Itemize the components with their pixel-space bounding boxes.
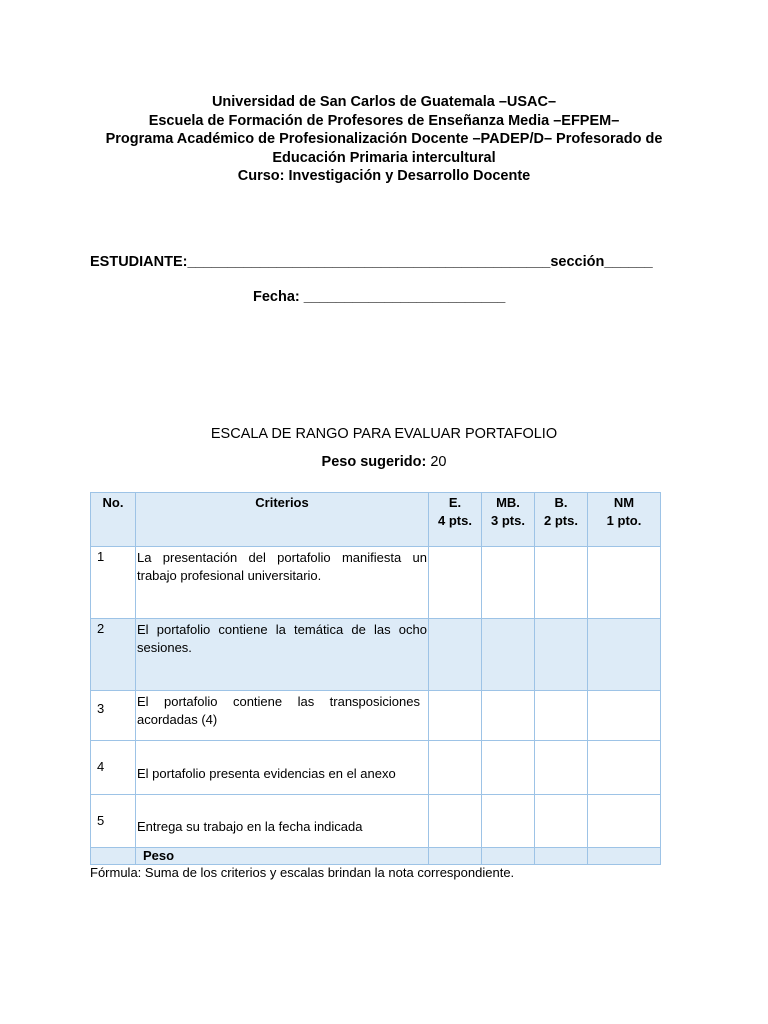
- col-criterios-header: Criterios: [136, 493, 429, 547]
- table-header-row: [91, 493, 661, 547]
- row-criterion: El portafolio contiene las transposiciones acordadas (4): [136, 691, 429, 741]
- table-row: [91, 619, 661, 691]
- page-title: ESCALA DE RANGO PARA EVALUAR PORTAFOLIO: [210, 426, 558, 442]
- score-cell: [429, 547, 482, 619]
- row-criterion: El portafolio presenta evidencias en el anexo: [136, 741, 429, 795]
- score-cell: [429, 741, 482, 795]
- suggested-weight: [0, 454, 768, 470]
- col-mb-header: MB. 3 pts.: [482, 493, 535, 547]
- score-cell: [535, 547, 588, 619]
- score-cell: [535, 795, 588, 848]
- suggested-weight-value: 20: [430, 454, 447, 470]
- university-line: Universidad de San Carlos de Guatemala –USAC–: [211, 94, 557, 110]
- score-cell: [429, 691, 482, 741]
- row-criterion: La presentación del portafolio manifiesta un trabajo profesional universitario.: [136, 547, 429, 619]
- weight-row-blank: [91, 848, 136, 865]
- score-cell: [482, 619, 535, 691]
- row-criterion: El portafolio contiene la temática de las ocho sesiones.: [136, 619, 429, 691]
- student-field: ESTUDIANTE:_____________________________________________sección______: [90, 254, 653, 270]
- score-cell: [535, 691, 588, 741]
- document-header: [70, 93, 698, 186]
- formula-note: Fórmula: Suma de los criterios y escalas brindan la nota correspondiente.: [90, 865, 515, 880]
- score-cell: [482, 795, 535, 848]
- weight-row: [91, 848, 661, 865]
- suggested-weight-label: Peso sugerido:: [321, 454, 427, 470]
- score-cell: [429, 795, 482, 848]
- score-cell: [535, 741, 588, 795]
- score-cell: [535, 848, 588, 865]
- score-cell: [588, 547, 661, 619]
- col-e-header: E. 4 pts.: [429, 493, 482, 547]
- table-row: [91, 795, 661, 848]
- table-row: [91, 741, 661, 795]
- table-row: [91, 691, 661, 741]
- score-cell: [429, 619, 482, 691]
- row-number: 4: [91, 741, 136, 795]
- weight-label: Peso: [136, 848, 429, 865]
- score-cell: [535, 619, 588, 691]
- school-line: Escuela de Formación de Profesores de Enseñanza Media –EFPEM–: [148, 112, 620, 129]
- table-row: [91, 547, 661, 619]
- score-cell: [482, 547, 535, 619]
- score-cell: [588, 619, 661, 691]
- row-criterion: Entrega su trabajo en la fecha indicada: [136, 795, 429, 848]
- score-cell: [588, 691, 661, 741]
- score-cell: [588, 848, 661, 865]
- col-no-header: No.: [91, 493, 136, 547]
- row-number: 2: [91, 619, 136, 691]
- rubric-table: [90, 492, 661, 865]
- score-cell: [429, 848, 482, 865]
- col-b-header: B. 2 pts.: [535, 493, 588, 547]
- program-line: Programa Académico de Profesionalización Docente –PADEP/D– Profesorado de Educación Primaria intercultural: [105, 131, 663, 166]
- col-nm-header: NM 1 pto.: [588, 493, 661, 547]
- score-cell: [482, 741, 535, 795]
- row-number: 1: [91, 547, 136, 619]
- score-cell: [588, 795, 661, 848]
- score-cell: [588, 741, 661, 795]
- row-number: 3: [91, 691, 136, 741]
- row-number: 5: [91, 795, 136, 848]
- date-field: Fecha: _________________________: [253, 289, 506, 305]
- score-cell: [482, 691, 535, 741]
- course-line: Curso: Investigación y Desarrollo Docente: [237, 168, 531, 184]
- score-cell: [482, 848, 535, 865]
